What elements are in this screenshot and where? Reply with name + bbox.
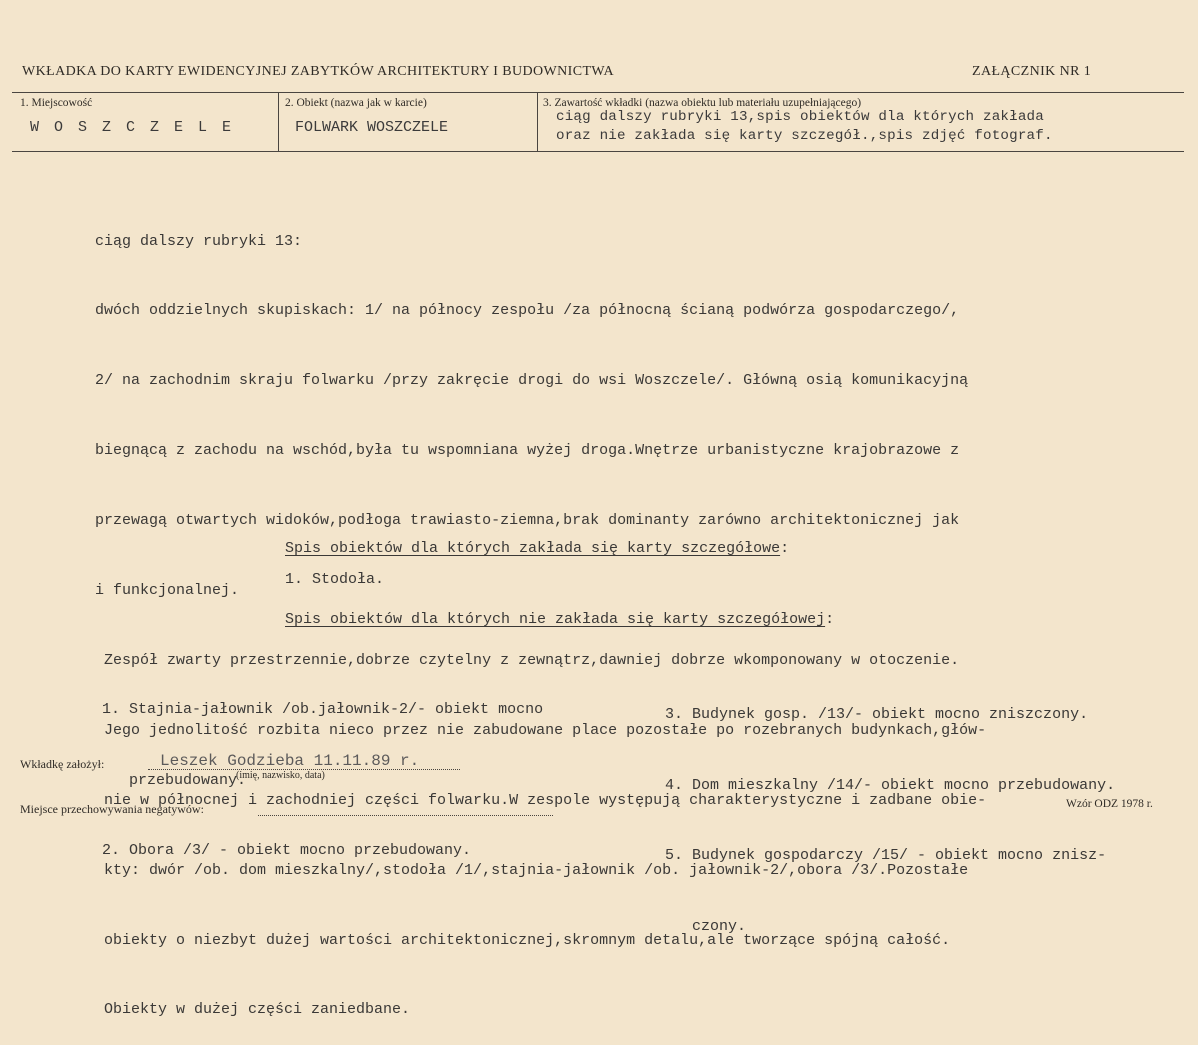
list-item: 5. Budynek gospodarczy /15/ - obiekt mocno znisz- bbox=[665, 847, 1107, 864]
with-cards-item: 1. Stodoła. bbox=[285, 571, 385, 588]
body-line: Zespół zwarty przestrzennie,dobrze czytelny z zewnątrz,dawniej dobrze wkomponowany w otoczenie. bbox=[95, 651, 960, 669]
list-item: 2. Obora /3/ - obiekt mocno przebudowany. bbox=[102, 842, 472, 859]
list-item: 4. Dom mieszkalny /14/- obiekt mocno przebudowany. bbox=[665, 776, 1116, 794]
with-cards-heading-colon: : bbox=[780, 540, 790, 557]
header-rule-top bbox=[12, 92, 1184, 93]
body-line: nie w północnej i zachodniej części folwarku.W zespole występują charakterystyczne i zadbane obie- bbox=[95, 791, 987, 809]
body-line: Obiekty w dużej części zaniedbane. bbox=[95, 1001, 411, 1019]
contents-label: 3. Zawartość wkładki (nazwa obiektu lub materiału uzupełniającego) bbox=[543, 97, 862, 109]
without-cards-heading-colon: : bbox=[825, 611, 835, 628]
list-item: przebudowany. bbox=[102, 771, 247, 789]
founder-sub-caption: (imię, nazwisko, data) bbox=[236, 770, 325, 781]
contents-line-1: ciąg dalszy rubryki 13,spis obiektów dla których zakłada bbox=[556, 109, 1044, 125]
header-rule-bottom bbox=[12, 151, 1184, 152]
without-cards-heading-text: Spis obiektów dla których nie zakłada się karty szczegółowej bbox=[285, 611, 826, 628]
annex-number: ZAŁĄCZNIK NR 1 bbox=[972, 64, 1092, 79]
founder-value: Leszek Godzieba 11.11.89 r. bbox=[160, 752, 420, 770]
list-item: 1. Stajnia-jałownik /ob.jałownik-2/- obiekt mocno bbox=[102, 701, 544, 718]
object-value: FOLWARK WOSZCZELE bbox=[295, 119, 449, 136]
right-list bbox=[665, 656, 1115, 962]
body-line: kty: dwór /ob. dom mieszkalny/,stodoła /1/,stajnia-jałownik /ob. jałownik-2/,obora /3/.Pozostałe bbox=[95, 861, 969, 879]
field-divider-1 bbox=[278, 93, 279, 151]
locality-label: 1. Miejscowość bbox=[20, 97, 93, 109]
list-item: 3. Budynek gosp. /13/- obiekt mocno zniszczony. bbox=[665, 706, 1089, 723]
without-cards-heading bbox=[285, 608, 834, 632]
body-line: 2/ na zachodnim skraju folwarku /przy zakręcie drogi do wsi Woszczele/. Główną osią komunikacyjną bbox=[95, 372, 969, 390]
body-line: ciąg dalszy rubryki 13: bbox=[95, 232, 303, 250]
with-cards-heading-text: Spis obiektów dla których zakłada się karty szczegółowe bbox=[285, 540, 781, 557]
body-line: i funkcjonalnej. bbox=[95, 582, 240, 600]
body-line: biegnącą z zachodu na wschód,była tu wspomniana wyżej droga.Wnętrze urbanistyczne krajobrazowe z bbox=[95, 442, 960, 460]
body-line: Jego jednolitość rozbita nieco przez nie zabudowane place pozostałe po rozebranych budynkach,głów- bbox=[95, 721, 987, 739]
field-divider-2 bbox=[537, 93, 538, 151]
body-line: przewagą otwartych widoków,podłoga trawiasto-ziemna,brak dominanty zarówno architektonicznej jak bbox=[95, 512, 960, 530]
list-item: czony. bbox=[665, 917, 747, 935]
negatives-label: Miejsce przechowywania negatywów: bbox=[20, 802, 204, 816]
founder-label: Wkładkę założył: bbox=[20, 757, 105, 771]
contents-line-2: oraz nie zakłada się karty szczegół.,spis zdjęć fotograf. bbox=[556, 128, 1053, 144]
form-code: Wzór ODZ 1978 r. bbox=[1066, 798, 1153, 810]
object-label: 2. Obiekt (nazwa jak w karcie) bbox=[285, 97, 427, 109]
body-line: obiekty o niezbyt dużej wartości architektonicznej,skromnym detalu,ale tworzące spójną całość. bbox=[95, 931, 951, 949]
with-cards-heading bbox=[285, 537, 789, 561]
document-title: WKŁADKA DO KARTY EWIDENCYJNEJ ZABYTKÓW ARCHITEKTURY I BUDOWNICTWA bbox=[22, 64, 614, 79]
negatives-dotted-line bbox=[258, 815, 553, 816]
body-line: dwóch oddzielnych skupiskach: 1/ na północy zespołu /za północną ścianą podwórza gospodarczego/, bbox=[95, 302, 960, 320]
locality-value: W O S Z C Z E L E bbox=[30, 119, 235, 136]
